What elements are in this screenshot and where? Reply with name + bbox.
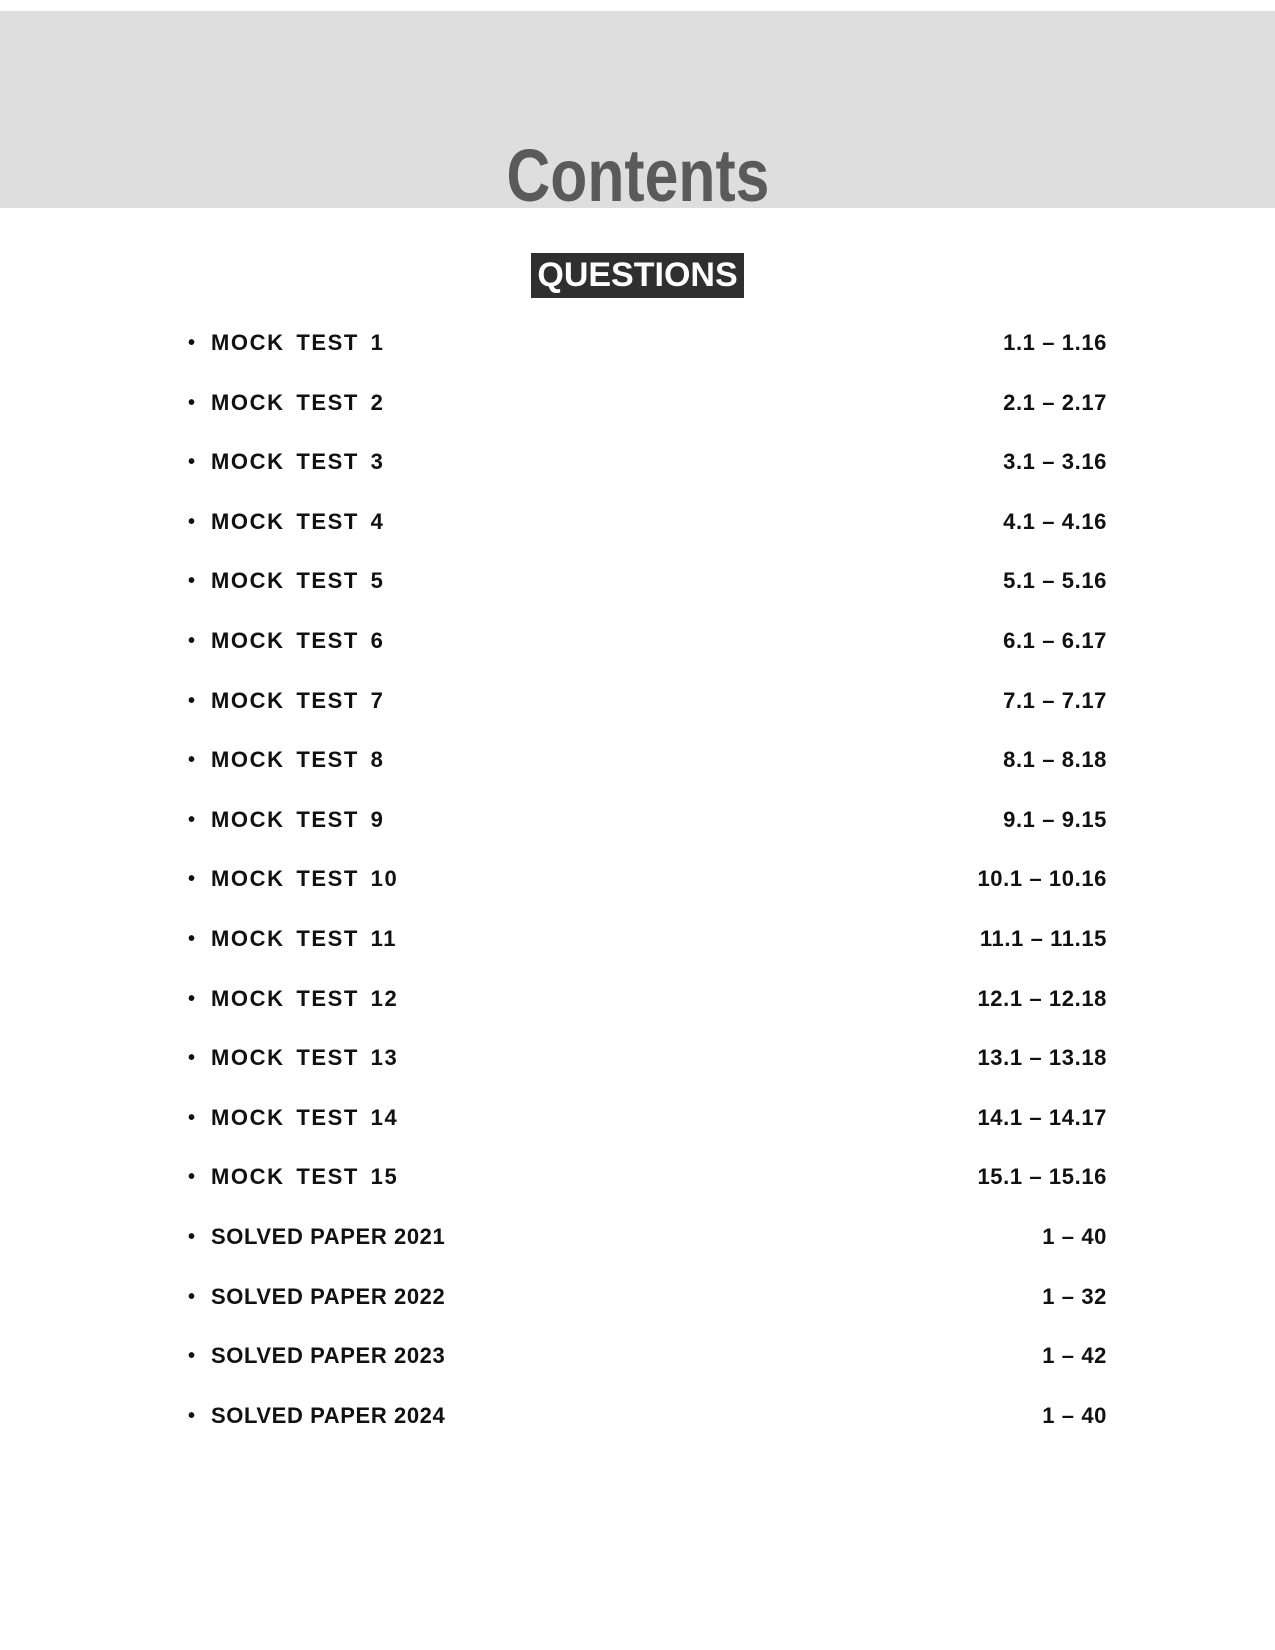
toc-entry-title: MOCK TEST 15 [211, 1164, 399, 1190]
toc-entry-pages: 5.1 – 5.16 [1003, 568, 1107, 594]
toc-entry-title: MOCK TEST 9 [211, 806, 385, 832]
toc-entry-pages: 9.1 – 9.15 [1003, 806, 1107, 832]
toc-entry-pages: 4.1 – 4.16 [1003, 508, 1107, 534]
toc-entry-title: MOCK TEST 4 [211, 508, 385, 534]
toc-entry[interactable] [0, 802, 1275, 862]
toc-entry-title: MOCK TEST 13 [211, 1045, 399, 1071]
bullet-icon: • [188, 749, 196, 772]
bullet-icon: • [188, 808, 196, 831]
toc-entry[interactable] [0, 861, 1275, 921]
toc-entry[interactable] [0, 563, 1275, 623]
bullet-icon: • [188, 510, 196, 533]
toc-entry-pages: 3.1 – 3.16 [1003, 449, 1107, 475]
toc-entry[interactable] [0, 921, 1275, 981]
bullet-icon: • [188, 1166, 196, 1189]
bullet-icon: • [188, 1404, 196, 1427]
toc-entry-pages: 8.1 – 8.18 [1003, 747, 1107, 773]
toc-entry-title: MOCK TEST 1 [211, 330, 385, 355]
toc-entry[interactable] [0, 981, 1275, 1041]
toc-entry-pages: 11.1 – 11.15 [979, 925, 1107, 951]
toc-entry-title: MOCK TEST 11 [211, 925, 398, 951]
toc-entry-pages: 12.1 – 12.18 [977, 985, 1107, 1011]
toc-entry[interactable] [0, 1338, 1275, 1398]
toc-entry[interactable] [0, 1398, 1275, 1458]
bullet-icon: • [188, 689, 196, 712]
toc-entry[interactable] [0, 1279, 1275, 1339]
table-of-contents [0, 325, 1275, 1457]
toc-entry[interactable] [0, 1219, 1275, 1279]
toc-entry[interactable] [0, 325, 1275, 385]
bullet-icon: • [188, 927, 196, 950]
bullet-icon: • [188, 1225, 196, 1248]
toc-entry[interactable] [0, 623, 1275, 683]
toc-entry[interactable] [0, 683, 1275, 743]
toc-entry[interactable] [0, 1100, 1275, 1160]
toc-entry-title: MOCK TEST 3 [211, 449, 385, 475]
bullet-icon: • [188, 570, 196, 593]
toc-entry[interactable] [0, 385, 1275, 445]
toc-entry-title: MOCK TEST 12 [211, 985, 399, 1011]
toc-entry[interactable] [0, 1040, 1275, 1100]
toc-entry-pages: 1.1 – 1.16 [1003, 330, 1107, 355]
toc-entry-pages: 15.1 – 15.16 [977, 1164, 1107, 1190]
toc-entry-title: SOLVED PAPER 2024 [211, 1402, 446, 1428]
bullet-icon: • [188, 629, 196, 652]
toc-entry-pages: 1 – 40 [1042, 1223, 1107, 1249]
toc-entry-pages: 1 – 40 [1042, 1402, 1107, 1428]
page-title: Contents [506, 134, 770, 217]
toc-entry-pages: 2.1 – 2.17 [1003, 389, 1107, 415]
bullet-icon: • [188, 987, 196, 1010]
toc-entry-pages: 13.1 – 13.18 [977, 1045, 1107, 1071]
toc-entry-title: MOCK TEST 5 [211, 568, 385, 594]
toc-entry-title: MOCK TEST 14 [211, 1104, 399, 1130]
toc-entry-pages: 6.1 – 6.17 [1003, 627, 1107, 653]
toc-entry-pages: 1 – 42 [1042, 1343, 1107, 1369]
toc-entry[interactable] [0, 444, 1275, 504]
bullet-icon: • [188, 451, 196, 474]
toc-entry-pages: 7.1 – 7.17 [1003, 687, 1107, 713]
section-badge-questions: QUESTIONS [531, 253, 743, 298]
bullet-icon: • [188, 1106, 196, 1129]
bullet-icon: • [188, 332, 196, 354]
bullet-icon: • [188, 1345, 196, 1368]
bullet-icon: • [188, 1285, 196, 1308]
toc-entry-title: SOLVED PAPER 2023 [211, 1343, 446, 1369]
toc-entry-title: MOCK TEST 10 [211, 866, 399, 892]
toc-entry[interactable] [0, 1159, 1275, 1219]
toc-entry-title: SOLVED PAPER 2021 [211, 1223, 446, 1249]
toc-entry-pages: 1 – 32 [1042, 1283, 1107, 1309]
toc-entry-pages: 14.1 – 14.17 [977, 1104, 1107, 1130]
bullet-icon: • [188, 1047, 196, 1070]
bullet-icon: • [188, 391, 196, 414]
toc-entry-pages: 10.1 – 10.16 [977, 866, 1107, 892]
toc-entry-title: MOCK TEST 2 [211, 389, 385, 415]
toc-entry-title: MOCK TEST 7 [211, 687, 385, 713]
toc-entry[interactable] [0, 742, 1275, 802]
toc-entry-title: MOCK TEST 6 [211, 627, 385, 653]
bullet-icon: • [188, 868, 196, 891]
toc-entry[interactable] [0, 504, 1275, 564]
toc-entry-title: MOCK TEST 8 [211, 747, 385, 773]
toc-entry-title: SOLVED PAPER 2022 [211, 1283, 446, 1309]
section-heading [0, 253, 1275, 298]
